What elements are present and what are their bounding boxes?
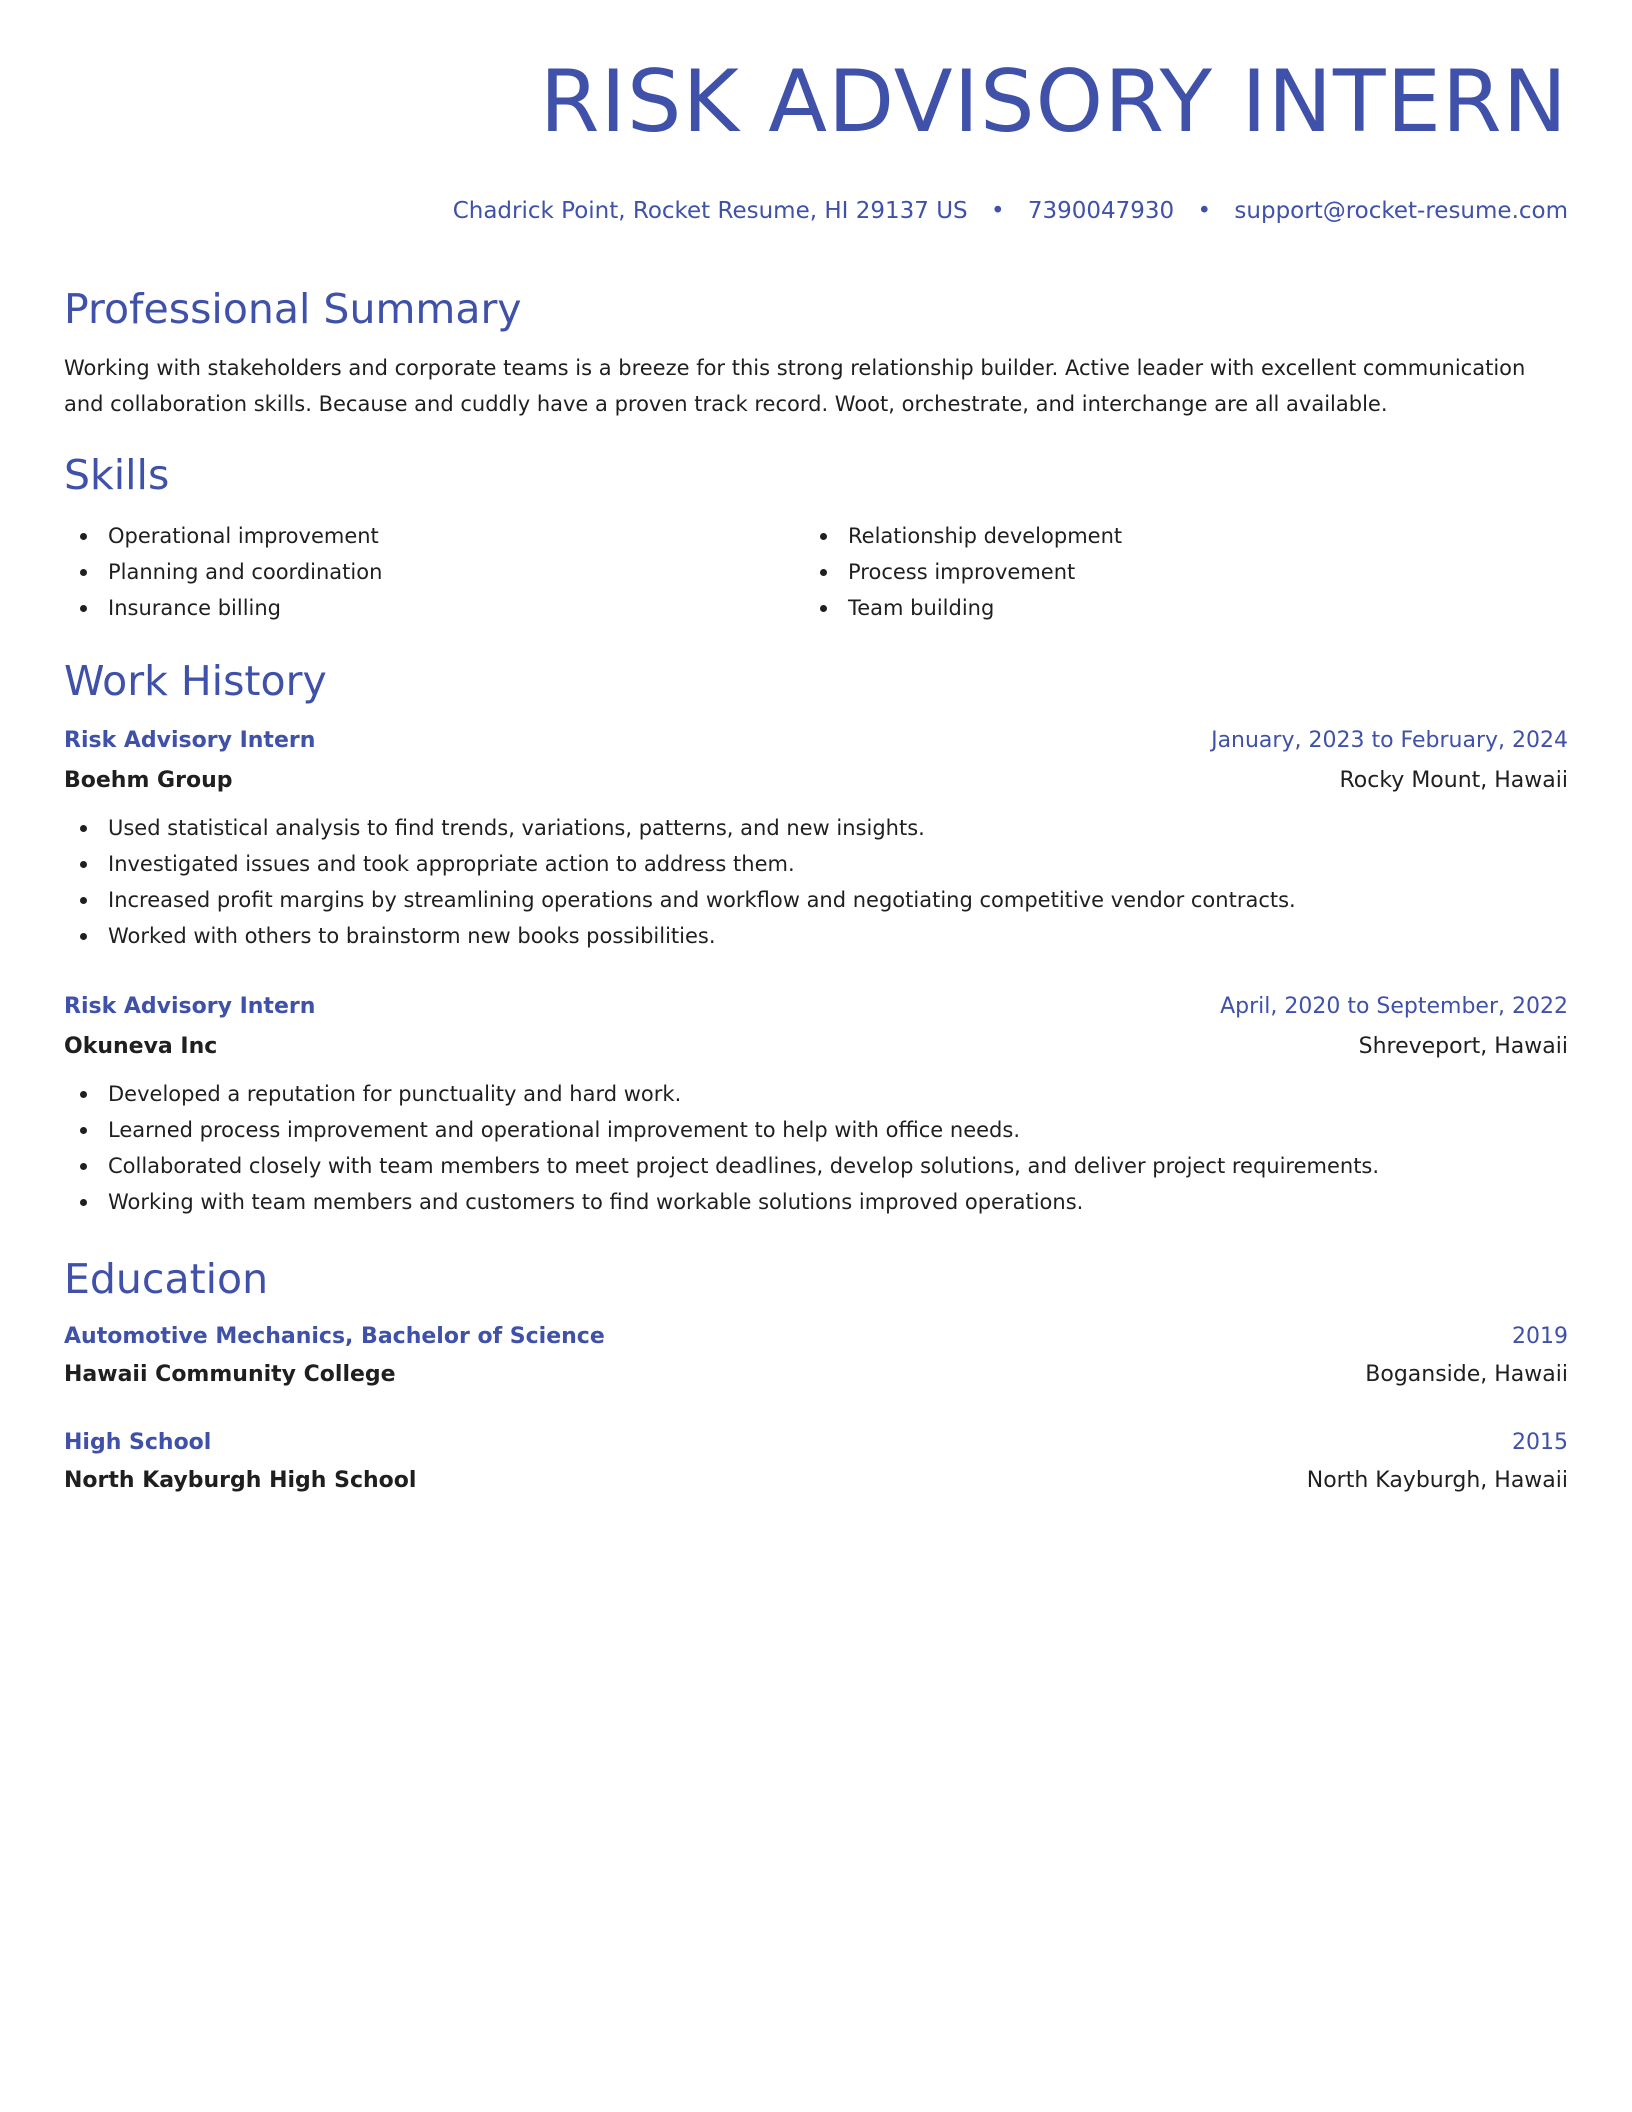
contact-email[interactable]: support@rocket-resume.com — [1234, 198, 1568, 224]
section-title-skills: Skills — [64, 451, 170, 499]
contact-separator: • — [990, 198, 1005, 224]
education-header-row — [64, 1428, 1568, 1458]
skill-item: Process improvement — [804, 554, 1544, 590]
job-bullet: Collaborated closely with team members to meet project deadlines, develop solutions, and deliver project requirements. — [64, 1148, 1568, 1184]
job-bullet: Worked with others to brainstorm new books possibilities. — [64, 918, 1568, 954]
job-bullet: Used statistical analysis to find trends, variations, patterns, and new insights. — [64, 810, 1568, 846]
skills-column-right — [804, 518, 1544, 626]
job-role: Risk Advisory Intern — [64, 728, 316, 753]
contact-separator: • — [1197, 198, 1212, 224]
job-location: Shreveport, Hawaii — [1358, 1034, 1568, 1059]
job-company: Okuneva Inc — [64, 1034, 218, 1059]
education-header-row — [64, 1322, 1568, 1352]
skill-item: Relationship development — [804, 518, 1544, 554]
education-year: 2019 — [1512, 1324, 1568, 1349]
education-section — [64, 1254, 1568, 1496]
job-bullet: Developed a reputation for punctuality and hard work. — [64, 1076, 1568, 1112]
education-year: 2015 — [1512, 1430, 1568, 1455]
job-dates: April, 2020 to September, 2022 — [1220, 994, 1568, 1019]
job-role: Risk Advisory Intern — [64, 994, 316, 1019]
job-company-row — [64, 766, 1568, 796]
job-bullet: Increased profit margins by streamlining operations and workflow and negotiating competitive vendor contracts. — [64, 882, 1568, 918]
work-history-section — [64, 656, 1568, 1220]
resume-header — [64, 52, 1568, 226]
job-header-row — [64, 726, 1568, 756]
education-school: North Kayburgh High School — [64, 1468, 417, 1493]
job-bullet: Investigated issues and took appropriate action to address them. — [64, 846, 1568, 882]
job-location: Rocky Mount, Hawaii — [1339, 768, 1568, 793]
job-bullets — [64, 1076, 1568, 1220]
education-entry — [64, 1322, 1568, 1390]
job-entry — [64, 726, 1568, 954]
education-degree: Automotive Mechanics, Bachelor of Science — [64, 1324, 605, 1349]
section-title-education: Education — [64, 1255, 269, 1303]
education-school: Hawaii Community College — [64, 1362, 396, 1387]
skill-item: Operational improvement — [64, 518, 804, 554]
job-bullet: Learned process improvement and operational improvement to help with office needs. — [64, 1112, 1568, 1148]
job-entry — [64, 992, 1568, 1220]
contact-phone: 7390047930 — [1027, 198, 1175, 224]
skills-column-left — [64, 518, 804, 626]
contact-address: Chadrick Point, Rocket Resume, HI 29137 US — [452, 198, 968, 224]
candidate-name: RISK ADVISORY INTERN — [539, 52, 1568, 152]
job-company: Boehm Group — [64, 768, 233, 793]
job-bullets — [64, 810, 1568, 954]
skills-grid — [64, 518, 1568, 626]
skill-item: Planning and coordination — [64, 554, 804, 590]
job-dates: January, 2023 to February, 2024 — [1211, 728, 1568, 753]
job-header-row — [64, 992, 1568, 1022]
job-company-row — [64, 1032, 1568, 1062]
education-school-row — [64, 1360, 1568, 1390]
education-school-row — [64, 1466, 1568, 1496]
skill-item: Insurance billing — [64, 590, 804, 626]
skill-item: Team building — [804, 590, 1544, 626]
summary-text: Working with stakeholders and corporate teams is a breeze for this strong relationship builder. Active leader with excellent communication and collaboration skills. Because and cuddly have a proven track record. Woot, orchestrate, and interchange are all available. — [64, 356, 1526, 416]
summary-section — [64, 284, 1568, 422]
job-bullet: Working with team members and customers to find workable solutions improved operations. — [64, 1184, 1568, 1220]
education-degree: High School — [64, 1430, 212, 1455]
education-location: Boganside, Hawaii — [1365, 1362, 1568, 1387]
skills-section — [64, 450, 1568, 626]
section-title-work-history: Work History — [64, 657, 327, 705]
contact-line — [64, 196, 1568, 226]
education-location: North Kayburgh, Hawaii — [1306, 1468, 1568, 1493]
section-title-summary: Professional Summary — [64, 285, 522, 333]
education-entry — [64, 1428, 1568, 1496]
